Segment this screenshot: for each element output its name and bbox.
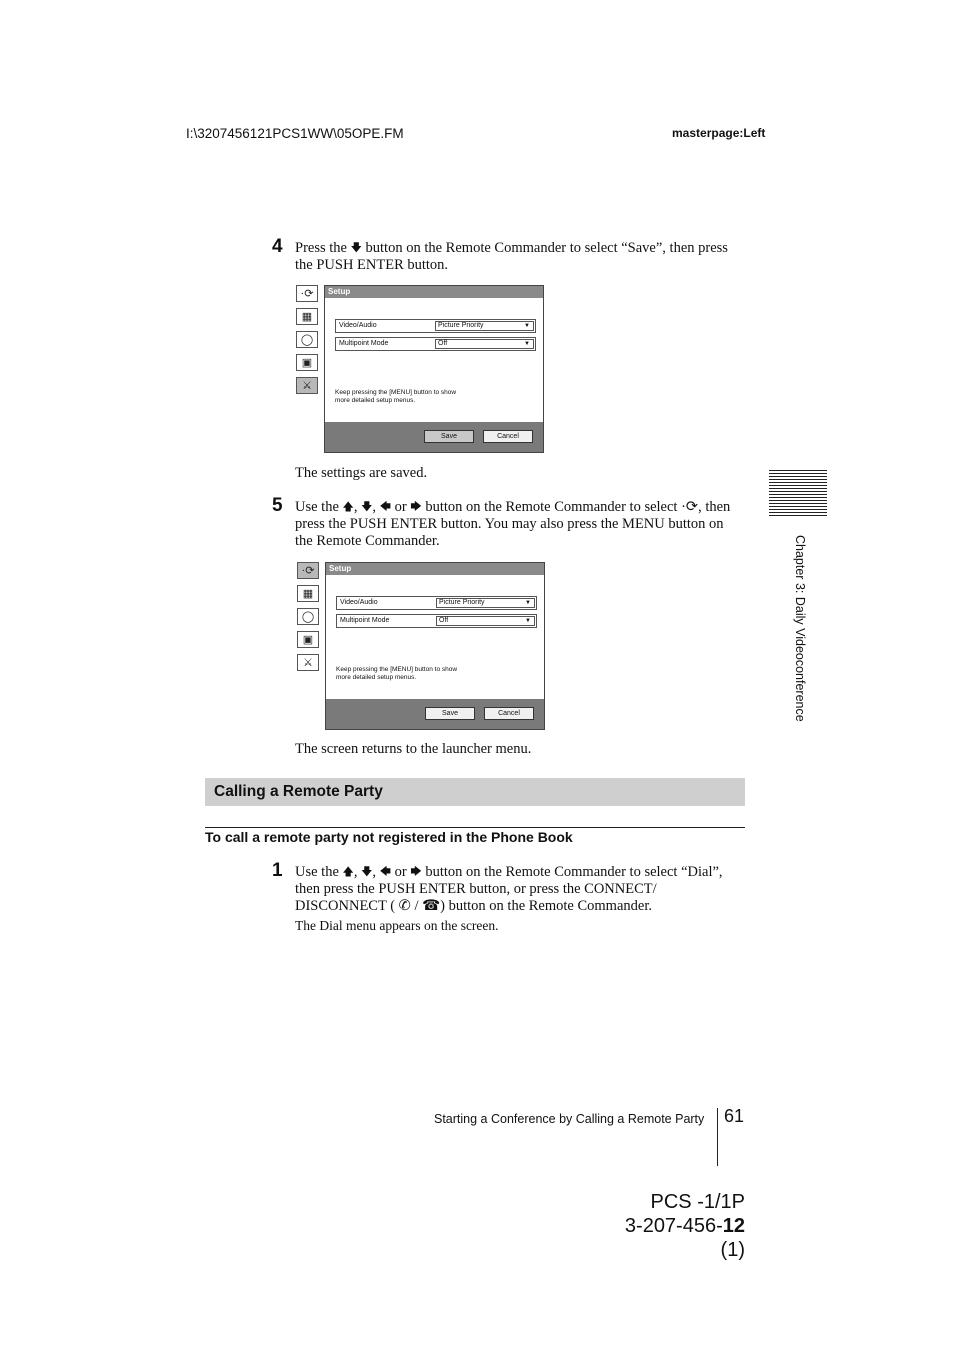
multipoint-mode-label: Multipoint Mode bbox=[340, 617, 390, 624]
model-line2-bold: 12 bbox=[722, 1215, 745, 1237]
step-4-text-pre: Press the bbox=[295, 240, 347, 256]
step-1-slash: / bbox=[414, 898, 419, 914]
save-button[interactable]: Save bbox=[424, 430, 474, 443]
launcher-icon[interactable]: ·⟳ bbox=[296, 285, 318, 302]
setup-note-line1: Keep pressing the [MENU] button to show bbox=[336, 666, 458, 673]
page-number: 61 bbox=[724, 1106, 745, 1126]
dropdown-caret-icon: ▼ bbox=[524, 341, 530, 347]
file-path: I:\3207456121PCS1WW\05OPE.FM bbox=[186, 126, 404, 141]
address-card-icon[interactable]: ▦ bbox=[297, 585, 319, 602]
setup-button-bar bbox=[325, 422, 543, 452]
step-5-sep2: , bbox=[372, 499, 377, 515]
step-1-sep1: , bbox=[353, 864, 358, 880]
step-1-text-pre: Use the bbox=[295, 864, 339, 880]
step-4-text-post: button on the Remote Commander to select “Save”, then press bbox=[365, 240, 728, 256]
phone-connect-icon: ✆ bbox=[398, 898, 411, 914]
setup-panel bbox=[325, 562, 545, 730]
setup-note-line2: more detailed setup menus. bbox=[336, 674, 417, 681]
up-arrow-icon: 🡅 bbox=[342, 501, 354, 513]
subheading: To call a remote party not registered in the Phone Book bbox=[205, 829, 573, 845]
setup-note-line2: more detailed setup menus. bbox=[335, 397, 416, 404]
video-audio-value: Picture Priority bbox=[439, 599, 485, 606]
video-audio-row[interactable] bbox=[335, 319, 536, 333]
setup-button-bar bbox=[326, 699, 544, 729]
video-audio-select[interactable] bbox=[435, 321, 534, 331]
cancel-button[interactable]: Cancel bbox=[483, 430, 533, 443]
up-arrow-icon: 🡅 bbox=[342, 866, 354, 878]
save-button[interactable]: Save bbox=[425, 707, 475, 720]
step-5-text bbox=[295, 499, 755, 550]
video-audio-row[interactable] bbox=[336, 596, 537, 610]
tools-icon[interactable]: ⚔ bbox=[296, 377, 318, 394]
cancel-button[interactable]: Cancel bbox=[484, 707, 534, 720]
step-5-or: or bbox=[394, 499, 407, 515]
subheading-rule bbox=[205, 827, 745, 828]
right-arrow-icon: 🡆 bbox=[410, 866, 422, 878]
step-1-or: or bbox=[394, 864, 407, 880]
left-arrow-icon: 🡄 bbox=[379, 866, 392, 878]
masterpage-label: masterpage:Left bbox=[672, 126, 766, 140]
step-5-text-line2: press the PUSH ENTER button. You may also press the MENU button on bbox=[295, 516, 724, 532]
multipoint-mode-row[interactable] bbox=[336, 614, 537, 628]
dropdown-caret-icon: ▼ bbox=[525, 618, 531, 624]
launcher-icon-column bbox=[296, 285, 322, 400]
step-4-result: The settings are saved. bbox=[295, 465, 428, 481]
step-4-text-line2: the PUSH ENTER button. bbox=[295, 257, 449, 273]
left-arrow-icon: 🡄 bbox=[379, 501, 392, 513]
launcher-icon[interactable]: ·⟳ bbox=[297, 562, 319, 579]
model-line2 bbox=[600, 1214, 745, 1262]
step-5-text-then: , then bbox=[698, 499, 731, 515]
launcher-icon-column bbox=[297, 562, 323, 677]
multipoint-mode-value: Off bbox=[439, 617, 449, 624]
step-1-text-line3-pre: DISCONNECT ( bbox=[295, 898, 396, 914]
phone-disconnect-icon: ☎ bbox=[422, 898, 441, 914]
chapter-label: Chapter 3: Daily Videoconference bbox=[793, 535, 807, 722]
video-audio-select[interactable] bbox=[436, 598, 535, 608]
down-arrow-icon: 🡇 bbox=[361, 501, 373, 513]
setup-panel-title: Setup bbox=[325, 286, 543, 298]
step-4-text bbox=[295, 240, 755, 274]
model-line1: PCS -1/1P bbox=[650, 1191, 745, 1213]
multipoint-mode-select[interactable] bbox=[436, 616, 535, 626]
camera-icon[interactable]: ◯ bbox=[297, 608, 319, 625]
camera-icon[interactable]: ◯ bbox=[296, 331, 318, 348]
multipoint-mode-label: Multipoint Mode bbox=[339, 340, 389, 347]
step-1-text-post: button on the Remote Commander to select “Dial”, bbox=[425, 864, 723, 880]
dropdown-caret-icon: ▼ bbox=[525, 600, 531, 606]
running-title: Starting a Conference by Calling a Remote Party bbox=[434, 1112, 705, 1126]
chapter-tab-lines bbox=[769, 470, 827, 518]
step-1-text bbox=[295, 864, 755, 915]
multipoint-mode-value: Off bbox=[438, 340, 448, 347]
step-4-number: 4 bbox=[272, 236, 283, 257]
step-5-text-post: button on the Remote Commander to select bbox=[425, 499, 678, 515]
address-card-icon[interactable]: ▦ bbox=[296, 308, 318, 325]
step-5-sep1: , bbox=[353, 499, 358, 515]
setup-note bbox=[335, 389, 485, 405]
setup-note-line1: Keep pressing the [MENU] button to show bbox=[335, 389, 457, 396]
right-arrow-icon: 🡆 bbox=[410, 501, 422, 513]
step-1-text-line3-post: ) button on the Remote Commander. bbox=[440, 898, 652, 914]
setup-panel bbox=[324, 285, 544, 453]
tools-icon[interactable]: ⚔ bbox=[297, 654, 319, 671]
display-icon[interactable]: ▣ bbox=[296, 354, 318, 371]
step-1-result: The Dial menu appears on the screen. bbox=[295, 918, 499, 933]
multipoint-mode-row[interactable] bbox=[335, 337, 536, 351]
step-5-number: 5 bbox=[272, 495, 283, 516]
video-audio-label: Video/Audio bbox=[340, 599, 378, 606]
model-line2-pre: 3-207-456- bbox=[624, 1215, 723, 1237]
step-1-sep2: , bbox=[372, 864, 377, 880]
video-audio-value: Picture Priority bbox=[438, 322, 484, 329]
launcher-icon: ·⟳ bbox=[681, 499, 699, 515]
step-5-text-pre: Use the bbox=[295, 499, 339, 515]
setup-panel-title: Setup bbox=[326, 563, 544, 575]
step-5-text-line3: the Remote Commander. bbox=[295, 533, 440, 549]
display-icon[interactable]: ▣ bbox=[297, 631, 319, 648]
step-1-text-line2: then press the PUSH ENTER button, or press the CONNECT/ bbox=[295, 881, 657, 897]
model-number bbox=[600, 1190, 745, 1262]
step-1-number: 1 bbox=[272, 860, 283, 881]
model-line2-post: (1) bbox=[720, 1239, 745, 1261]
step-5-result: The screen returns to the launcher menu. bbox=[295, 741, 532, 757]
footer-divider bbox=[717, 1108, 718, 1166]
down-arrow-icon: 🡇 bbox=[350, 242, 362, 254]
section-title: Calling a Remote Party bbox=[214, 783, 383, 800]
multipoint-mode-select[interactable] bbox=[435, 339, 534, 349]
down-arrow-icon: 🡇 bbox=[361, 866, 373, 878]
setup-note bbox=[336, 666, 486, 682]
video-audio-label: Video/Audio bbox=[339, 322, 377, 329]
dropdown-caret-icon: ▼ bbox=[524, 323, 530, 329]
